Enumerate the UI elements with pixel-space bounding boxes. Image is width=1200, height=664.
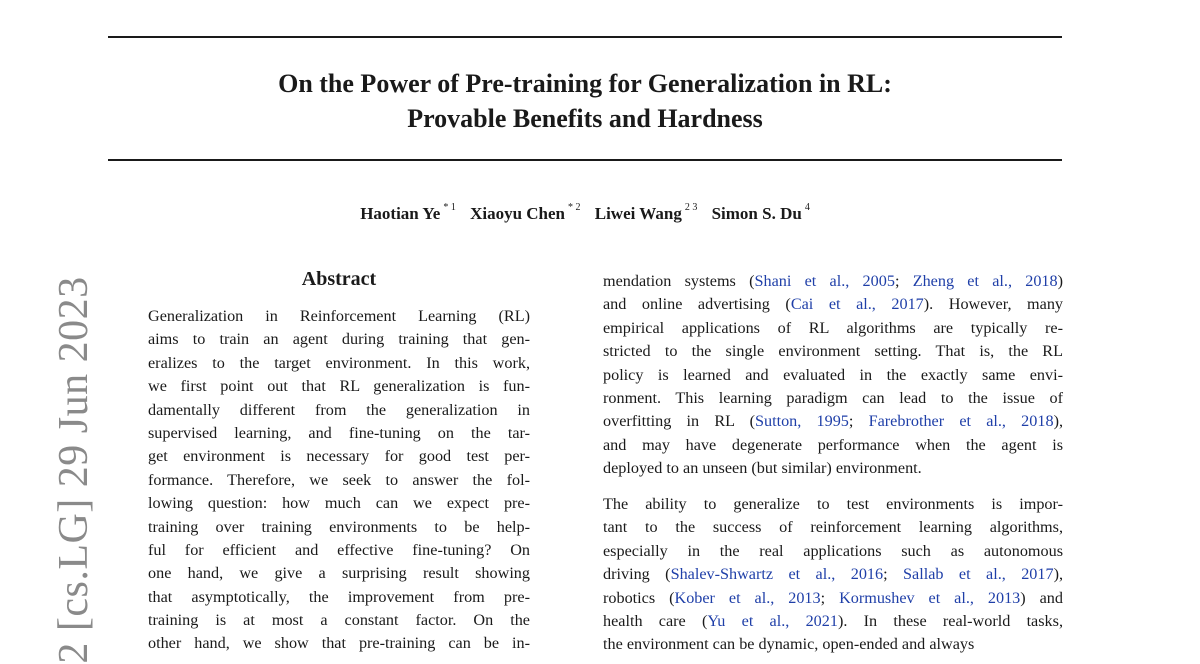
abstract-body	[148, 305, 530, 656]
abstract-line: training over training environments to be help-	[148, 517, 530, 536]
text-line	[603, 633, 1063, 656]
text-segment: especially in the real applications such as autonomous	[603, 541, 1063, 560]
text-segment: deployed to an unseen (but similar) environment.	[603, 459, 922, 478]
citation-link[interactable]: Shalev-Shwartz et al., 2016	[670, 565, 884, 584]
text-line	[603, 270, 1063, 293]
author-list	[108, 204, 1062, 224]
text-segment: health care (	[603, 611, 708, 630]
abstract-line: aims to train an agent during training that gen-	[148, 330, 530, 349]
text-segment: overfitting in RL (	[603, 412, 755, 431]
abstract-line: damentally different from the generalization in	[148, 400, 530, 419]
citation-link[interactable]: Sutton, 1995	[755, 412, 849, 431]
intro-column	[603, 270, 1063, 657]
text-segment: empirical applications of RL algorithms are typically re-	[603, 318, 1063, 337]
author	[470, 204, 580, 223]
abstract-heading: Abstract	[301, 268, 377, 290]
author	[360, 204, 456, 223]
text-line	[603, 587, 1063, 610]
text-segment: ;	[883, 565, 904, 584]
title-line-1: On the Power of Pre-training for Generalization in RL:	[278, 69, 892, 98]
abstract-line: ful for efficient and effective fine-tuning? On	[148, 540, 530, 559]
citation-link[interactable]: Kormushev et al., 2013	[839, 588, 1021, 607]
text-segment: ). In these real-world tasks,	[837, 611, 1063, 630]
author	[595, 204, 698, 223]
text-segment: The ability to generalize to test environments is impor-	[603, 495, 1063, 514]
intro-paragraph	[603, 270, 1063, 481]
text-segment: robotics (	[603, 588, 675, 607]
abstract-line: that asymptotically, the improvement from pre-	[148, 587, 530, 606]
text-line	[603, 364, 1063, 387]
abstract-line: supervised learning, and fine-tuning on the tar-	[148, 423, 530, 442]
intro-paragraph	[603, 493, 1063, 657]
abstract-line: get environment is necessary for good test per-	[148, 447, 530, 466]
text-segment: stricted to the single environment setting. That is, the RL	[603, 342, 1063, 361]
citation-link[interactable]: Cai et al., 2017	[790, 295, 924, 314]
author-name: Liwei Wang	[594, 204, 682, 223]
text-line	[603, 540, 1063, 563]
text-segment: mendation systems (	[603, 272, 755, 290]
text-segment: ). However, many	[923, 295, 1064, 314]
abstract-line: Generalization in Reinforcement Learning (RL)	[148, 307, 530, 325]
abstract-line: formance. Therefore, we seek to answer the fol-	[148, 470, 530, 489]
title-line-2: Provable Benefits and Hardness	[407, 104, 763, 133]
author-affiliation: * 1	[443, 202, 456, 214]
citation-link[interactable]: Kober et al., 2013	[674, 588, 821, 607]
abstract-line: one hand, we give a surprising result showing	[148, 564, 530, 583]
citation-link[interactable]: Shani et al., 2005	[754, 272, 895, 290]
text-line	[603, 516, 1063, 539]
text-line	[603, 387, 1063, 410]
text-segment: driving (	[603, 565, 671, 584]
text-segment: ;	[820, 588, 840, 607]
text-segment: )	[1057, 272, 1063, 290]
text-segment: ),	[1053, 412, 1063, 431]
citation-link[interactable]: Zheng et al., 2018	[912, 272, 1058, 290]
text-line	[603, 434, 1063, 457]
text-line	[603, 610, 1063, 633]
text-segment: tant to the success of reinforcement learning algorithms,	[603, 518, 1063, 537]
citation-link[interactable]: Farebrother et al., 2018	[868, 412, 1054, 431]
author-affiliation: 4	[804, 202, 810, 214]
author-affiliation: 2 3	[684, 202, 698, 214]
text-line	[603, 317, 1063, 340]
citation-link[interactable]: Yu et al., 2021	[707, 611, 838, 630]
paper-title	[108, 66, 1062, 136]
text-segment: policy is learned and evaluated in the exactly same envi-	[603, 365, 1063, 384]
author	[712, 204, 810, 223]
bottom-rule	[108, 159, 1062, 161]
abstract-line: training is at most a constant factor. On the	[148, 611, 530, 630]
abstract-line: we first point out that RL generalization is fun-	[148, 377, 530, 396]
top-rule	[108, 36, 1062, 38]
abstract-line: lowing question: how much can we expect pre-	[148, 494, 530, 513]
abstract-line: other hand, we show that pre-training can be in-	[148, 634, 530, 653]
text-line	[603, 340, 1063, 363]
text-segment: ),	[1053, 565, 1064, 584]
text-segment: ronment. This learning paradigm can lead to the issue of	[603, 388, 1063, 407]
text-line	[603, 293, 1063, 316]
citation-link[interactable]: Sallab et al., 2017	[903, 565, 1054, 584]
author-name: Haotian Ye	[360, 204, 441, 223]
text-segment: and may have degenerate performance when the agent is	[603, 435, 1063, 454]
text-line	[603, 493, 1063, 516]
text-line	[603, 457, 1063, 480]
text-line	[603, 410, 1063, 433]
author-affiliation: * 2	[568, 202, 581, 214]
text-line	[603, 563, 1063, 586]
arxiv-stamp: 2 [cs.LG] 29 Jun 2023	[51, 276, 97, 664]
text-segment: the environment can be dynamic, open-ended and always	[603, 635, 975, 654]
author-name: Xiaoyu Chen	[470, 204, 565, 223]
author-name: Simon S. Du	[711, 204, 802, 223]
text-segment: and online advertising (	[603, 295, 791, 314]
abstract-line: eralizes to the target environment. In this work,	[148, 353, 530, 372]
text-segment: ) and	[1020, 588, 1063, 607]
text-segment: ;	[848, 412, 869, 431]
text-segment: ;	[894, 272, 913, 290]
